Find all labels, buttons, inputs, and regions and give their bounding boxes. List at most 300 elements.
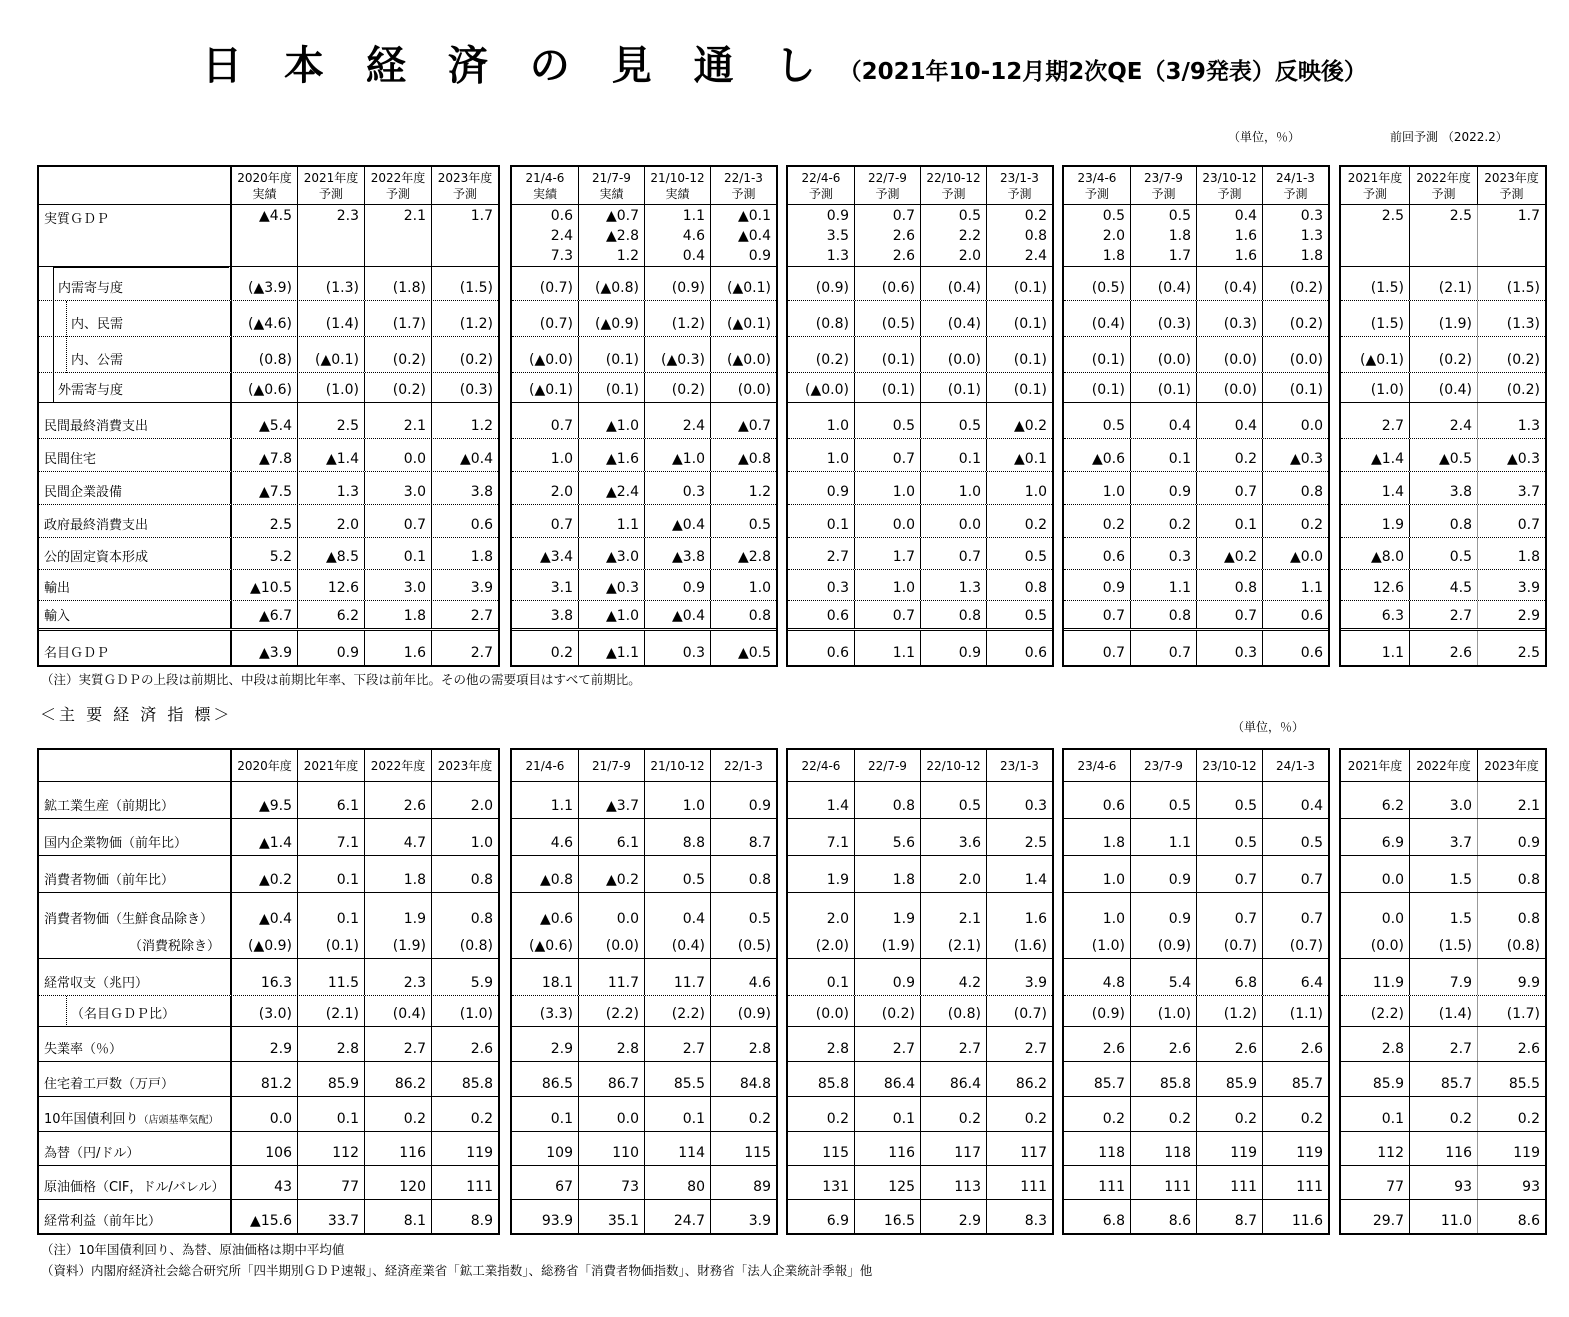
table-row [512, 996, 776, 1027]
data-cell: 117 [920, 1132, 986, 1165]
table-row [1064, 1027, 1328, 1062]
column-header-cell: 2022年度 予測 [1409, 167, 1477, 204]
data-cell: (▲0.0) [710, 337, 776, 372]
data-cell: 2.7 [431, 631, 498, 665]
data-cell: 115 [822, 1145, 849, 1161]
column-header-cell: 21/7-9 [578, 750, 644, 781]
data-cell: 2.3 [297, 205, 364, 266]
data-cell: 0.0 [854, 505, 920, 537]
data-cell: (2.2) [578, 996, 644, 1026]
data-cell: 93.9 [541, 1213, 573, 1229]
data-cell: (0.9) [815, 280, 849, 296]
data-cell: 1.1 [578, 505, 644, 537]
data-cell: (0.4) [1409, 373, 1477, 402]
data-cell: (1.0) [1091, 938, 1125, 954]
data-cell: 0.1 [1381, 1111, 1404, 1127]
data-cell: 0.9 [710, 782, 776, 818]
data-cell: ▲15.6 [230, 1200, 297, 1233]
data-cell: 3.8 [1409, 472, 1477, 504]
data-cell: 0.3 [644, 472, 710, 504]
data-cell: ▲1.6 [578, 439, 644, 471]
data-cell: 2.5 [986, 819, 1052, 855]
data-cell: (1.7) [1477, 996, 1545, 1026]
table-row [1341, 819, 1545, 856]
data-cell: 6.1 [297, 782, 364, 818]
data-cell: 84.8 [710, 1062, 776, 1096]
page-title [0, 34, 1569, 91]
data-cell: 0.5 [644, 856, 710, 892]
row-label: 為替（円/ドル） [44, 1146, 140, 1161]
table-row [39, 1166, 498, 1200]
data-cell: 0.3 [986, 782, 1052, 818]
data-cell: 2.0 [826, 911, 849, 927]
table-row [39, 337, 498, 373]
data-cell: (1.9) [854, 931, 920, 958]
data-cell: 1.8 [1477, 538, 1545, 569]
data-cell: 3.8 [431, 472, 498, 504]
data-cell: 0.8 [854, 782, 920, 818]
data-cell: 116 [364, 1132, 431, 1165]
table-row [1064, 631, 1328, 665]
data-cell: 8.8 [644, 819, 710, 855]
table-row [1064, 1097, 1328, 1132]
data-cell: 131 [822, 1179, 849, 1195]
row-label: 民間企業設備 [44, 485, 123, 500]
table-row [512, 538, 776, 570]
row-label: 民間住宅 [44, 452, 97, 467]
data-cell: 1.9 [364, 893, 431, 931]
data-cell: 0.0 [364, 439, 431, 471]
data-cell: 3.6 [920, 819, 986, 855]
table-row [788, 1166, 1052, 1200]
data-cell: 0.2 [1477, 1097, 1545, 1131]
table-row [1341, 1062, 1545, 1097]
column-header-cell: 23/4-6 [1077, 758, 1117, 773]
data-cell: 0.2 [986, 1097, 1052, 1131]
data-cell: 0.5 [986, 601, 1052, 628]
data-cell: 0.3 [644, 631, 710, 665]
data-cell: (▲0.0) [529, 352, 573, 368]
header-row [1341, 750, 1545, 782]
header-row [788, 750, 1052, 782]
corner-cell [39, 750, 230, 781]
column-header-cell: 2021年度 予測 [1347, 170, 1403, 201]
header-row [512, 750, 776, 782]
data-cell: 0.2 [826, 1111, 849, 1127]
data-cell: 3.9 [986, 959, 1052, 995]
data-cell: (0.7) [1196, 931, 1262, 958]
data-cell: 3.9 [1477, 570, 1545, 600]
table-row [39, 601, 498, 631]
data-cell: (▲0.1) [1360, 352, 1404, 368]
fy2023-quarters-block [1062, 165, 1330, 667]
data-cell: 119 [1477, 1132, 1545, 1165]
data-cell: 11.7 [578, 959, 644, 995]
data-cell: 0.6 [1262, 601, 1328, 628]
data-cell: (0.1) [1091, 382, 1125, 398]
row-label: （名目ＧＤＰ比） [71, 1007, 176, 1022]
data-cell: 5.6 [854, 819, 920, 855]
table-row [788, 337, 1052, 373]
fy2023-quarters-block [1062, 748, 1330, 1235]
row-label: （消費税除き） [128, 939, 220, 954]
table-row [1064, 959, 1328, 996]
table-row [788, 1062, 1052, 1097]
data-cell: 0.4 [644, 893, 710, 931]
data-cell: 2.7 [431, 601, 498, 628]
data-cell: (1.0) [1130, 996, 1196, 1026]
data-cell: 2.8 [578, 1027, 644, 1061]
data-cell: 1.1 [854, 631, 920, 665]
data-cell: ▲1.4 [1370, 451, 1404, 467]
data-cell: ▲0.0 [1262, 538, 1328, 569]
data-cell: 0.8 [710, 856, 776, 892]
table-row [788, 1097, 1052, 1132]
data-cell: 0.1 [826, 975, 849, 991]
column-header-cell: 22/7-9 [854, 750, 920, 781]
data-cell: 5.9 [431, 959, 498, 995]
data-cell: (0.3) [1196, 301, 1262, 336]
data-cell: ▲0.6 [539, 911, 573, 927]
data-cell: 0.1 [364, 538, 431, 569]
row-label: 経常収支（兆円） [44, 976, 149, 991]
data-cell: 1.5 [1409, 856, 1477, 892]
data-cell: 5.2 [230, 538, 297, 569]
table-row [1341, 1200, 1545, 1233]
data-cell: 2.6 [364, 782, 431, 818]
column-header-cell: 2020年度 実績 [230, 167, 297, 204]
table-row [788, 893, 1052, 931]
data-cell: 2.7 [644, 1027, 710, 1061]
data-cell: ▲0.3 [1262, 439, 1328, 471]
table-row [788, 570, 1052, 601]
data-cell: (0.4) [644, 931, 710, 958]
data-cell: 0.1 [1130, 439, 1196, 471]
data-cell: ▲1.1 [578, 631, 644, 665]
data-cell: 1.3 [297, 472, 364, 504]
data-cell: (1.5) [1409, 931, 1477, 958]
data-cell: 0.1 [297, 893, 364, 931]
table-row [512, 1027, 776, 1062]
data-cell: 0.0 [1381, 911, 1404, 927]
data-cell: 0.3 [1196, 631, 1262, 665]
data-cell: (0.1) [1130, 373, 1196, 402]
data-cell: 81.2 [230, 1062, 297, 1096]
row-label: 経常利益（前年比） [44, 1214, 162, 1229]
table-row [39, 996, 498, 1027]
data-cell: 3.7 [1477, 472, 1545, 504]
table-row [512, 1062, 776, 1097]
data-cell: 0.0 [1381, 872, 1404, 888]
data-cell: 6.8 [1102, 1213, 1125, 1229]
data-cell: 0.9 [1130, 472, 1196, 504]
data-cell: ▲6.7 [230, 601, 297, 628]
row-label: 民間最終消費支出 [44, 419, 149, 434]
table-row [1064, 570, 1328, 601]
data-cell: 7.9 [1409, 959, 1477, 995]
table-row [1064, 1132, 1328, 1166]
data-cell: 11.0 [1409, 1200, 1477, 1233]
data-cell: ▲0.5 [710, 631, 776, 665]
row-label: 輸入 [44, 609, 71, 624]
data-cell: 0.0 [578, 893, 644, 931]
column-header-cell: 21/4-6 実績 [525, 170, 565, 201]
data-cell: 0.5 [1196, 819, 1262, 855]
data-cell: 119 [431, 1132, 498, 1165]
table-row [1064, 996, 1328, 1027]
data-cell: ▲0.2 [230, 856, 297, 892]
column-header-cell: 21/10-12 [644, 750, 710, 781]
data-cell: (0.5) [710, 931, 776, 958]
data-cell: 0.7 [550, 517, 573, 533]
data-cell: (1.2) [1196, 996, 1262, 1026]
data-cell: 0.5 2.0 1.8 [1102, 208, 1125, 264]
data-cell: 111 [1098, 1179, 1125, 1195]
data-cell: 1.8 [364, 856, 431, 892]
data-cell: (2.1) [1409, 267, 1477, 300]
data-cell: 0.8 [1409, 505, 1477, 537]
data-cell: 18.1 [541, 975, 573, 991]
data-cell: 0.7 [1102, 608, 1125, 624]
fy2022-quarters-block [786, 165, 1054, 667]
data-cell: (0.1) [578, 373, 644, 402]
table-row [1064, 267, 1328, 301]
data-cell: 12.6 [1372, 580, 1404, 596]
data-cell: (▲0.0) [805, 382, 849, 398]
data-cell: 0.5 [1196, 782, 1262, 818]
data-cell: 77 [297, 1166, 364, 1199]
column-header-cell: 23/7-9 [1130, 750, 1196, 781]
data-cell: (0.0) [710, 373, 776, 402]
data-cell: (3.0) [230, 996, 297, 1026]
key-indicators-table [37, 748, 1547, 1235]
column-header-cell: 2023年度 予測 [431, 167, 498, 204]
data-cell: 73 [578, 1166, 644, 1199]
table-row [512, 1097, 776, 1132]
data-cell: 3.1 [550, 580, 573, 596]
data-cell: ▲9.5 [230, 782, 297, 818]
data-cell: ▲7.5 [230, 472, 297, 504]
data-cell: 2.1 [364, 403, 431, 438]
table-row [788, 439, 1052, 472]
data-cell: 85.9 [297, 1062, 364, 1096]
data-cell: 109 [546, 1145, 573, 1161]
data-cell: 0.2 [1196, 439, 1262, 471]
data-cell: (0.0) [578, 931, 644, 958]
table-row [39, 931, 498, 959]
data-cell: 0.6 [826, 645, 849, 661]
data-cell: 0.9 [920, 631, 986, 665]
data-cell: 0.3 [1130, 538, 1196, 569]
table-row [788, 819, 1052, 856]
table-row [512, 570, 776, 601]
table-row [788, 205, 1052, 267]
data-cell: 86.2 [364, 1062, 431, 1096]
data-cell: 80 [644, 1166, 710, 1199]
data-cell: 0.7 [854, 601, 920, 628]
table-row [39, 570, 498, 601]
data-cell: 0.7 [1130, 631, 1196, 665]
table-row [512, 1166, 776, 1200]
data-cell: 2.0 [920, 856, 986, 892]
data-cell: (▲0.1) [710, 267, 776, 300]
data-cell: (0.2) [815, 352, 849, 368]
table-row [39, 472, 498, 505]
data-cell: 29.7 [1372, 1213, 1404, 1229]
data-cell: 0.2 [1409, 1097, 1477, 1131]
data-cell: 86.5 [541, 1076, 573, 1092]
table-row [1341, 337, 1545, 373]
data-cell: 2.0 [297, 505, 364, 537]
table-row [1341, 505, 1545, 538]
data-cell: 0.8 [1477, 893, 1545, 931]
row-label: 消費者物価（前年比） [44, 873, 175, 888]
data-cell: (1.9) [1409, 301, 1477, 336]
data-cell: 2.9 [920, 1200, 986, 1233]
data-cell: 67 [555, 1179, 573, 1195]
data-cell: ▲8.5 [297, 538, 364, 569]
table-row [39, 439, 498, 472]
row-label: 外需寄与度 [58, 383, 124, 398]
column-header-cell: 22/4-6 [801, 758, 841, 773]
data-cell: (1.0) [1370, 382, 1404, 398]
column-header-cell: 2021年度 予測 [297, 167, 364, 204]
row-label: 輸出 [44, 581, 71, 596]
data-cell: 0.8 [920, 601, 986, 628]
row-label: 原油価格（CIF，ドル/バレル） [44, 1180, 225, 1195]
data-cell: 8.1 [364, 1200, 431, 1233]
header-row [788, 167, 1052, 205]
data-cell: (1.2) [431, 301, 498, 336]
data-cell: 16.3 [230, 959, 297, 995]
table-row [1064, 505, 1328, 538]
data-cell: 8.9 [431, 1200, 498, 1233]
data-cell: (0.1) [986, 337, 1052, 372]
data-cell: (0.0) [1130, 337, 1196, 372]
data-cell: ▲0.2 [578, 856, 644, 892]
data-cell: 0.7 [550, 418, 573, 434]
table-row [1064, 1166, 1328, 1200]
data-cell: 0.1 [1196, 505, 1262, 537]
data-cell: ▲0.5 [1409, 439, 1477, 471]
data-cell: 0.8 [431, 856, 498, 892]
data-cell: (1.4) [297, 301, 364, 336]
data-cell: 6.9 [826, 1213, 849, 1229]
table-row [39, 1027, 498, 1062]
data-cell: 1.1 [1381, 645, 1404, 661]
table-row [1064, 472, 1328, 505]
data-cell: 2.7 [364, 1027, 431, 1061]
data-cell: 0.7 [1477, 505, 1545, 537]
data-cell: 11.9 [1372, 975, 1404, 991]
data-cell: 93 [1409, 1166, 1477, 1199]
table-row [39, 1132, 498, 1166]
data-cell: (▲0.9) [230, 931, 297, 958]
data-cell: 0.0 [230, 1097, 297, 1131]
data-cell: ▲3.0 [578, 538, 644, 569]
data-cell: 1.1 [1262, 570, 1328, 600]
column-header-cell: 23/1-3 予測 [986, 167, 1052, 204]
data-cell: 0.2 [1262, 1097, 1328, 1131]
data-cell: 3.8 [550, 608, 573, 624]
data-cell: 0.7 [920, 538, 986, 569]
data-cell: 111 [1196, 1166, 1262, 1199]
data-cell: 1.2 [431, 403, 498, 438]
data-cell: 0.9 3.5 1.3 [826, 208, 849, 264]
table-row [1341, 856, 1545, 893]
data-cell: 6.2 [297, 601, 364, 628]
data-cell: 116 [1409, 1132, 1477, 1165]
table-row [788, 1132, 1052, 1166]
data-cell: 1.0 [431, 819, 498, 855]
row-label: 名目ＧＤＰ [44, 646, 110, 661]
table-row [1341, 1132, 1545, 1166]
data-cell: 93 [1477, 1166, 1545, 1199]
data-cell: (0.0) [815, 1006, 849, 1022]
data-cell: 2.8 [1381, 1041, 1404, 1057]
data-cell: 0.2 [1102, 517, 1125, 533]
data-cell: 0.2 [986, 505, 1052, 537]
row-label: 消費者物価（生鮮食品除き） [44, 912, 214, 927]
table-row [512, 856, 776, 893]
data-cell: (0.7) [986, 996, 1052, 1026]
data-cell: 2.6 [1102, 1041, 1125, 1057]
table-row [39, 959, 498, 996]
table-row [512, 205, 776, 267]
data-cell: 118 [1130, 1132, 1196, 1165]
row-label: 住宅着工戸数（万戸） [44, 1077, 175, 1092]
data-cell: 1.0 [986, 472, 1052, 504]
data-cell: 1.0 [826, 451, 849, 467]
data-cell: (1.0) [431, 996, 498, 1026]
data-cell: (0.1) [920, 373, 986, 402]
data-cell: (0.0) [1196, 337, 1262, 372]
table-row [1064, 601, 1328, 631]
data-cell: 2.6 [1130, 1027, 1196, 1061]
data-cell: 3.0 [364, 570, 431, 600]
data-cell: 0.0 [920, 505, 986, 537]
data-cell: 115 [710, 1132, 776, 1165]
data-cell: 2.6 [431, 1027, 498, 1061]
table-row [512, 631, 776, 665]
data-cell: (3.3) [539, 1006, 573, 1022]
data-cell: ▲2.8 [710, 538, 776, 569]
data-cell: 4.6 [550, 835, 573, 851]
data-cell: (1.5) [1477, 267, 1545, 300]
data-cell: 0.8 [431, 893, 498, 931]
data-cell: 8.7 [710, 819, 776, 855]
data-cell: 0.6 [986, 631, 1052, 665]
data-cell: 1.9 [826, 872, 849, 888]
data-cell: 0.9 [1130, 893, 1196, 931]
table-row [512, 1132, 776, 1166]
data-cell: 85.9 [1196, 1062, 1262, 1096]
table-row [512, 439, 776, 472]
data-cell: (0.1) [578, 337, 644, 372]
table-row [1064, 893, 1328, 931]
header-row [512, 167, 776, 205]
table-row [39, 893, 498, 931]
data-cell: 0.7 2.6 2.6 [854, 205, 920, 266]
data-cell: 112 [297, 1132, 364, 1165]
data-cell: 2.9 [550, 1041, 573, 1057]
data-cell: 1.0 [644, 782, 710, 818]
row-label: 内需寄与度 [58, 281, 124, 296]
row-label: 公的固定資本形成 [44, 550, 149, 565]
table-row [39, 1200, 498, 1233]
data-cell: 2.8 [297, 1027, 364, 1061]
table-row [39, 1097, 498, 1132]
